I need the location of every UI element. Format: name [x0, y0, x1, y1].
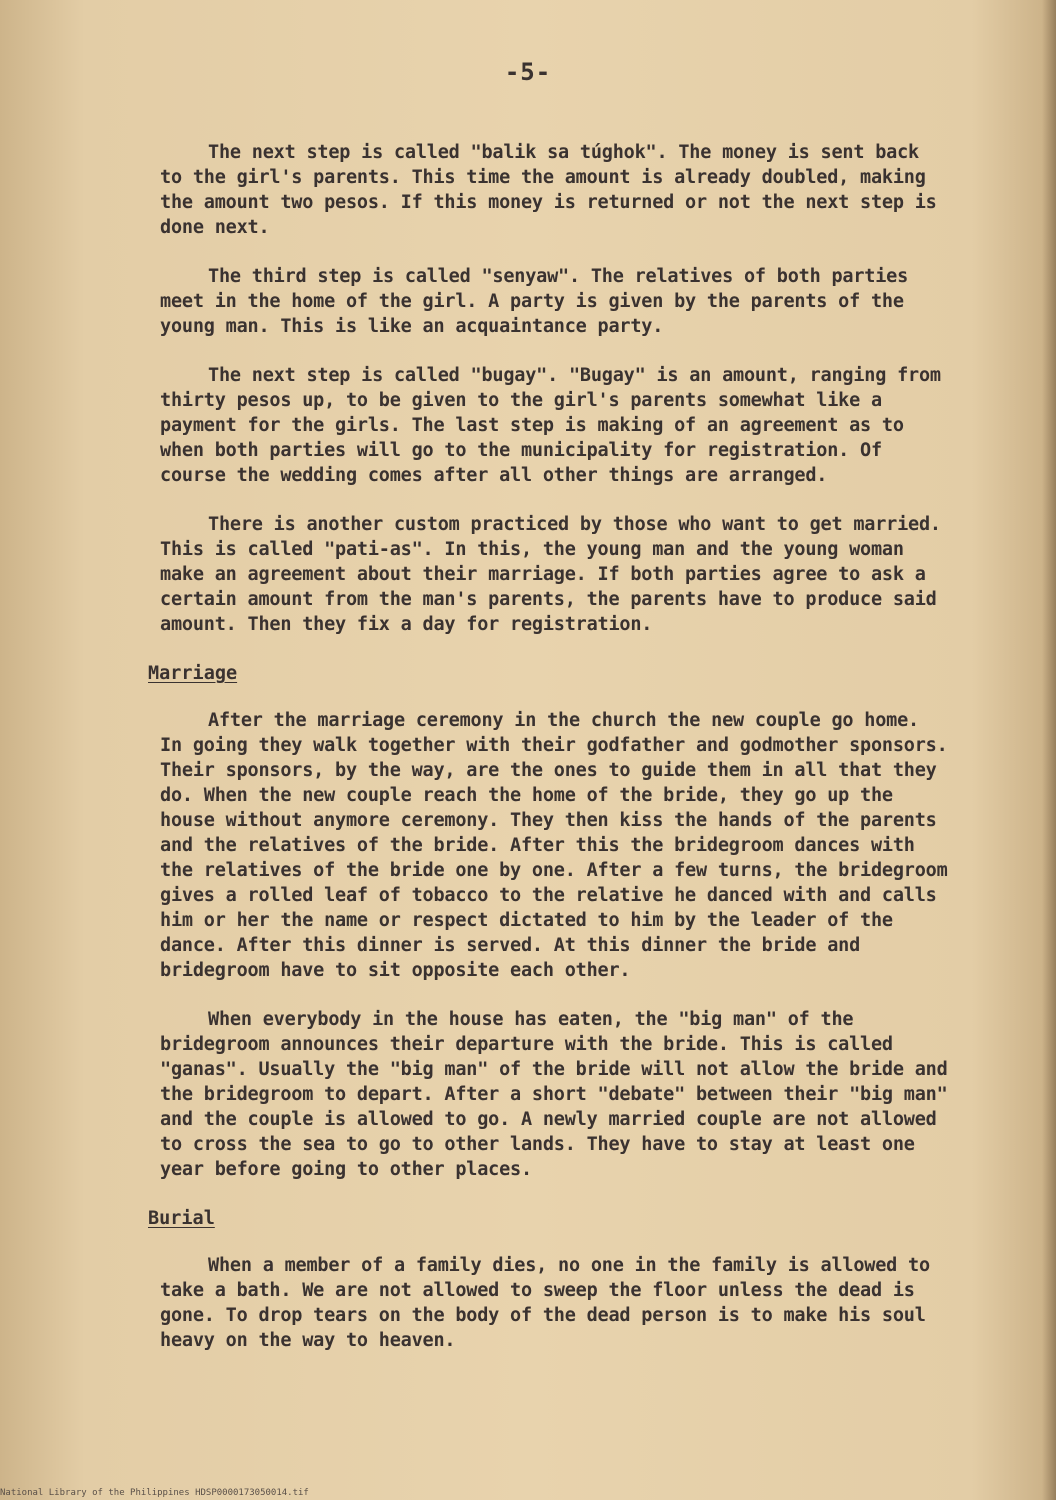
- page-edge-shadow: [1042, 0, 1056, 1500]
- paragraph: After the marriage ceremony in the church the new couple go home. In going they walk together with their godfather and godmother sponsors. Their sponsors, by the way, are the ones to guide them in all that they do. When the new couple reach the home of the bride, they go up the house without anymore ceremony. They then kiss the hands of the parents and the relatives of the bride. After this the bridegroom dances with the relatives of the bride one by one. After a few turns, the bridegroom gives a rolled leaf of tobacco to the relative he danced with and calls him or her the name or respect dictated to him by the leader of the dance. After this dinner is served. At this dinner the bride and bridegroom have to sit opposite each other.: [160, 710, 948, 981]
- paragraph: The next step is called "bugay". "Bugay" is an amount, ranging from thirty pesos up, to be given to the girl's parents somewhat like a payment for the girls. The last step is making of an agreement as to when both parties will go to the municipality for registration. Of course the wedding comes after all other things are arranged.: [160, 365, 941, 486]
- page-number: -5-: [504, 58, 552, 86]
- document-body: [148, 140, 950, 1377]
- section-heading-burial: Burial: [148, 1208, 215, 1229]
- paragraph: When everybody in the house has eaten, the "big man" of the bridegroom announces their departure with the bride. This is called "ganas". Usually the "big man" of the bride will not allow the bride and the bridegroom to depart. After a short "debate" between their "big man" and the couple is allowed to go. A newly married couple are not allowed to cross the sea to go to other lands. They have to stay at least one year before going to other places.: [160, 1009, 948, 1180]
- paragraph: The next step is called "balik sa túghok". The money is sent back to the girl's parents. This time the amount is already doubled, making the amount two pesos. If this money is returned or not the next step is done next.: [160, 142, 937, 238]
- archive-footer: National Library of the Philippines HDSP0000173050014.tif: [0, 1488, 309, 1498]
- paragraph: The third step is called "senyaw". The relatives of both parties meet in the home of the girl. A party is given by the parents of the young man. This is like an acquaintance party.: [160, 266, 909, 337]
- paragraph: There is another custom practiced by those who want to get married. This is called "pati-as". In this, the young man and the young woman make an agreement about their marriage. If both parties agree to ask a certain amount from the man's parents, the parents have to produce said amount. Then they fix a day for registration.: [160, 514, 941, 635]
- section-heading-marriage: Marriage: [148, 663, 238, 684]
- paragraph: When a member of a family dies, no one in the family is allowed to take a bath. We are not allowed to sweep the floor unless the dead is gone. To drop tears on the body of the dead person is to make his soul heavy on the way to heaven.: [160, 1255, 930, 1351]
